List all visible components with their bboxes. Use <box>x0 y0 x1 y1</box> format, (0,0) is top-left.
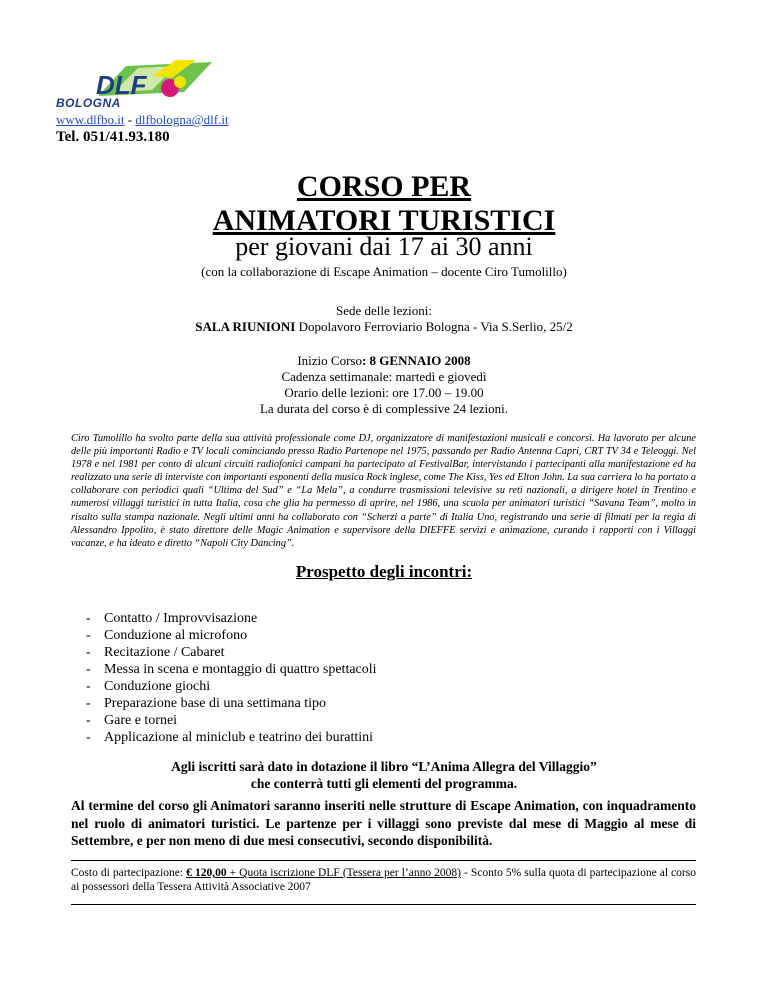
page-title <box>0 170 768 238</box>
list-dash: - <box>86 628 91 643</box>
list-item-label: Preparazione base di una settimana tipo <box>104 696 326 711</box>
contact-separator: - <box>124 112 136 127</box>
list-item <box>86 627 377 644</box>
list-item <box>86 712 377 729</box>
venue-block <box>0 303 768 335</box>
list-dash: - <box>86 611 91 626</box>
logo-text: DLF <box>96 70 147 100</box>
website-link[interactable]: www.dlfbo.it <box>56 112 125 127</box>
contacts <box>56 112 229 128</box>
book-note-line-1: Agli iscritti sarà dato in dotazione il libro “L’Anima Allegra del Villaggio” <box>171 759 597 774</box>
course-info <box>0 353 768 417</box>
cost-quota: Quota iscrizione DLF (Tessera per l’anno 2008) <box>239 867 461 879</box>
closing-paragraph: Al termine del corso gli Animatori saranno inseriti nelle strutture di Escape Animation, con inquadramento nel ruolo di animatori turistici. Le partenze per i villaggi sono previste dal mese di Maggio al mese di Settembre, e per non meno di due mesi consecutivi, secondo disponibilità. <box>71 798 696 848</box>
list-dash: - <box>86 645 91 660</box>
venue-place <box>0 319 768 335</box>
cost-label: Costo di partecipazione: <box>71 867 187 879</box>
cost-info <box>71 866 696 894</box>
course-frequency: Cadenza settimanale: martedì e giovedì <box>281 369 487 384</box>
book-note-line-2: che conterrà tutti gli elementi del programma. <box>250 776 518 791</box>
list-dash: - <box>86 730 91 745</box>
schedule-list <box>86 610 377 746</box>
title-line-2: ANIMATORI TURISTICI <box>212 204 556 237</box>
list-item <box>86 644 377 661</box>
venue-place-rest: Dopolavoro Ferroviario Bologna - Via S.Serlio, 25/2 <box>295 319 573 334</box>
venue-label: Sede delle lezioni: <box>335 303 433 318</box>
list-dash: - <box>86 696 91 711</box>
course-start <box>0 353 768 369</box>
list-item-label: Conduzione giochi <box>104 679 211 694</box>
venue-place-bold: SALA RIUNIONI <box>195 319 296 334</box>
cost-plus: + <box>226 867 240 879</box>
logo-city: BOLOGNA <box>56 96 121 110</box>
book-note <box>0 758 768 792</box>
list-item <box>86 695 377 712</box>
list-item-label: Applicazione al miniclub e teatrino dei burattini <box>104 730 374 745</box>
title-line-1: CORSO PER <box>296 170 472 203</box>
course-start-label: Inizio Corso <box>297 353 362 368</box>
list-dash: - <box>86 662 91 677</box>
cost-rest: - Sconto 5% sulla quota di partecipazione al corso ai possessori della Tessera Attività Associative 2007 <box>71 867 696 893</box>
email-link[interactable]: dlfbologna@dlf.it <box>135 112 229 127</box>
schedule-heading: Prospetto degli incontri: <box>295 562 473 581</box>
list-item-label: Recitazione / Cabaret <box>104 645 225 660</box>
list-item-label: Conduzione al microfono <box>104 628 248 643</box>
list-dash: - <box>86 679 91 694</box>
collaboration-note: (con la collaborazione di Escape Animation – docente Ciro Tumolillo) <box>201 264 567 279</box>
list-item <box>86 610 377 627</box>
course-start-value: : 8 GENNAIO 2008 <box>361 353 471 368</box>
list-item-label: Gare e tornei <box>104 713 178 728</box>
teacher-bio: Ciro Tumolillo ha svolto parte della sua attività professionale come DJ, organizzatore di manifestazioni musicali e concorsi. Ha lavorato per alcune delle più importanti Radio e TV locali cominciando presso Radio Partenope nel 1975, passando per Radio Antenna Capri, CRT TV 34 e Teleoggi. Nel 1978 e nel 1981 per conto di alcuni circuiti radiofonici campani ha partecipato al FestivalBar, intervistando i partecipanti alla manifestazione ed ha realizzato una serie di interviste con importanti esponenti della musica Rock inglese, come The Kiss, Yes ed Elton John. La sua carriera lo ha portato a collaborare con periodici quali “Ultima del Sud” e “La Mela”, a condurre trasmissioni televisive su reti nazionali, a dirigere hotel in Trentino e numerosi villaggi turistici in tutta Italia, cosa che glia ha permesso di aprire, nel 1986, una scuola per animatori turistici “Savana Team”, molto in risalto sulla stampa nazionale. Negli ultimi anni ha collaborato con “Scherzi a parte” di Italia Uno, registrando una serie di filmati per la regia di Alessandro Ippolito, è stato direttore delle Magic Animation e supervisore della DIEFFE servizi e animazione, curando i rapporti con i Villaggi vacanze, e ha ideato e diretto “Napoli City Dancing”. <box>71 433 697 549</box>
list-item <box>86 678 377 695</box>
subtitle: per giovani dai 17 ai 30 anni <box>235 232 533 261</box>
list-item <box>86 729 377 746</box>
list-item-label: Contatto / Improvvisazione <box>104 611 258 626</box>
list-dash: - <box>86 713 91 728</box>
course-hours: Orario delle lezioni: ore 17.00 – 19.00 <box>284 385 484 400</box>
telephone: Tel. 051/41.93.180 <box>56 129 170 145</box>
course-duration: La durata del corso è di complessive 24 lezioni. <box>259 401 508 416</box>
cost-amount: € 120,00 <box>186 867 227 879</box>
list-item <box>86 661 377 678</box>
divider-bottom <box>71 904 696 905</box>
list-item-label: Messa in scena e montaggio di quattro spettacoli <box>104 662 377 677</box>
divider-top <box>71 860 696 861</box>
